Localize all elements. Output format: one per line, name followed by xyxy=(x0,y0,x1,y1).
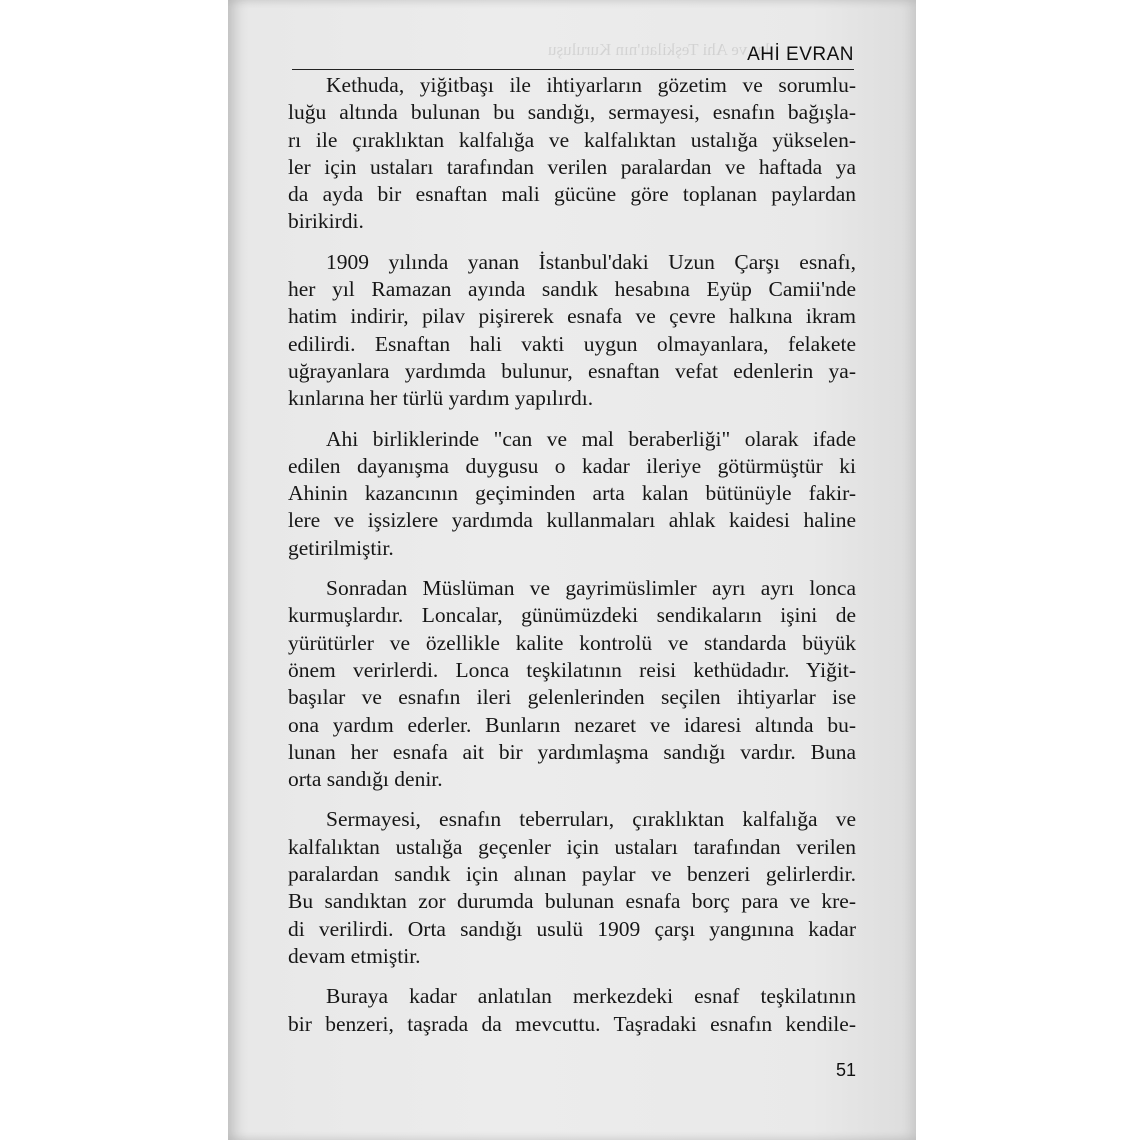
text-line: önem verirlerdi. Lonca teşkilatının reisi kethüdadır. Yiğit- xyxy=(288,657,856,682)
text-line: devam etmiştir. xyxy=(288,943,421,968)
paragraph xyxy=(288,72,856,236)
text-line: bir benzeri, taşrada da mevcuttu. Taşradaki esnafın kendile- xyxy=(288,1011,856,1036)
paragraph xyxy=(288,426,856,562)
text-line: lere ve işsizlere yardımda kullanmaları ahlak kaidesi haline xyxy=(288,508,856,533)
text-line: yürütürler ve özellikle kalite kontrolü ve standarda büyük xyxy=(288,630,856,655)
text-line: getirilmiştir. xyxy=(288,535,394,560)
text-line: her yıl Ramazan ayında sandık hesabına Eyüp Camii'nde xyxy=(288,277,856,302)
text-line: di verilirdi. Orta sandığı usulü 1909 çarşı yangınına kadar xyxy=(288,916,856,941)
text-line: da ayda bir esnaftan mali gücüne göre toplanan paylardan xyxy=(288,182,856,207)
body-text xyxy=(288,72,856,1051)
text-line: hatim indirir, pilav pişirerek esnafa ve çevre halkına ikram xyxy=(288,304,856,329)
text-line: Sonradan Müslüman ve gayrimüslimler ayrı ayrı lonca xyxy=(326,576,856,601)
text-line: edilirdi. Esnaftan hali vakti uygun olmayanlara, felakete xyxy=(288,331,856,356)
text-line: lunan her esnafa ait bir yardımlaşma sandığı vardır. Buna xyxy=(288,739,856,764)
paragraph xyxy=(288,575,856,793)
text-line: kurmuşlardır. Loncalar, günümüzdeki sendikaların işini de xyxy=(288,603,856,628)
text-line: başılar ve esnafın ileri gelenlerinden seçilen ihtiyarlar ise xyxy=(288,685,856,710)
text-line: Ahi birliklerinde "can ve mal beraberliği" olarak ifade xyxy=(326,426,856,451)
paragraph xyxy=(288,249,856,413)
text-line: kınlarına her türlü yardım yapılırdı. xyxy=(288,386,594,411)
text-line: Buraya kadar anlatılan merkezdeki esnaf teşkilatının xyxy=(326,984,856,1009)
header-rule xyxy=(292,69,854,70)
text-line: kalfalıktan ustalığa geçenler için ustaları tarafından verilen xyxy=(288,834,856,859)
text-line: uğrayanlara yardımda bulunur, esnaftan vefat edenlerin ya- xyxy=(288,358,856,383)
paragraph xyxy=(288,983,856,1038)
text-line: Sermayesi, esnafın teberruları, çıraklıktan kalfalığa ve xyxy=(326,807,856,832)
text-line: luğu altında bulunan bu sandığı, sermayesi, esnafın bağışla- xyxy=(288,100,856,125)
text-line: ler için ustaları tarafından verilen paralardan ve haftada ya xyxy=(288,154,856,179)
text-line: Ahinin kazancının geçiminden arta kalan bütünüyle fakir- xyxy=(288,481,856,506)
text-line: Bu sandıktan zor durumda bulunan esnafa borç para ve kre- xyxy=(288,889,856,914)
text-line: orta sandığı denir. xyxy=(288,767,443,792)
text-line: birikirdi. xyxy=(288,209,364,234)
text-line: ona yardım ederler. Bunların nezaret ve idaresi altında bu- xyxy=(288,712,856,737)
text-line: 1909 yılında yanan İstanbul'daki Uzun Çarşı esnafı, xyxy=(326,249,856,274)
text-line: Kethuda, yiğitbaşı ile ihtiyarların gözetim ve sorumlu- xyxy=(326,73,856,97)
text-line: edilen dayanışma duygusu o kadar ileriye götürmüştür ki xyxy=(288,453,856,478)
paragraph xyxy=(288,806,856,970)
text-line: paralardan sandık için alınan paylar ve benzeri gelirlerdir. xyxy=(288,862,856,887)
page-number: 51 xyxy=(835,1060,856,1080)
bleed-through-text: lar ve Ahi Teşkilatı'nın Kuruluşu xyxy=(548,40,770,59)
running-head: AHİ EVRAN xyxy=(747,44,854,65)
text-line: rı ile çıraklıktan kalfalığa ve kalfalıktan ustalığa yükselen- xyxy=(288,127,856,152)
